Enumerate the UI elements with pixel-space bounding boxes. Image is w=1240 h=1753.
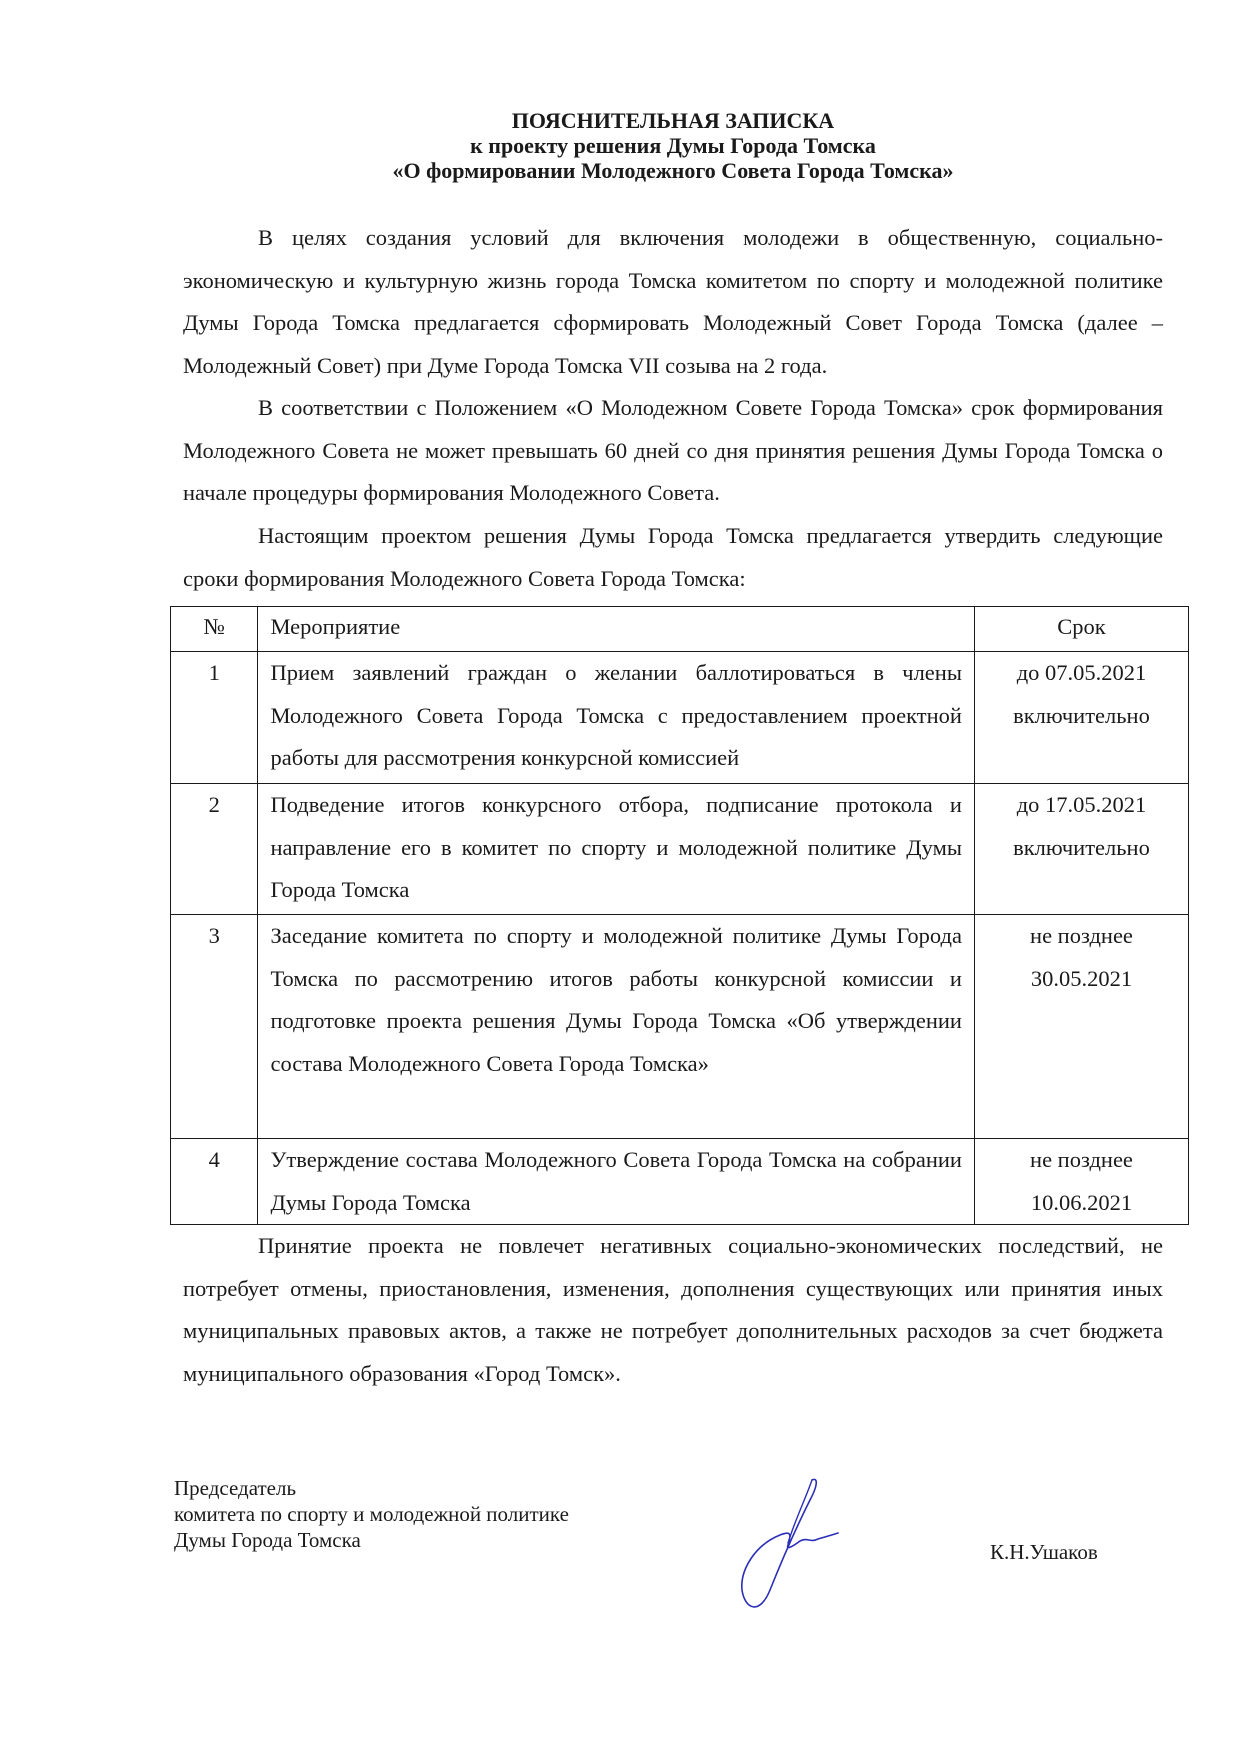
deadline-line-1: до 07.05.2021	[1016, 660, 1147, 685]
position-line-3: Думы Города Томска	[174, 1528, 361, 1552]
deadline-line-1: не позднее	[1030, 1147, 1133, 1172]
row-activity: Прием заявлений граждан о желании баллотироваться в члены Молодежного Совета Города Томска с предоставлением проектной работы для рассмотрения конкурсной комиссией	[258, 652, 975, 784]
table-header-row	[171, 607, 1189, 652]
table-row	[171, 1139, 1189, 1225]
signatory-name: К.Н.Ушаков	[990, 1540, 1098, 1564]
row-deadline	[974, 1139, 1188, 1225]
paragraph-purpose: В целях создания условий для включения молодежи в общественную, социально-экономическую и культурную жизнь города Томска комитетом по спорту и молодежной политике Думы Города Томска предлагается сформировать Молодежный Совет Города Томска (далее – Молодежный Совет) при Думе Города Томска VII созыва на 2 года.	[183, 225, 1163, 378]
paragraph-consequences: Принятие проекта не повлечет негативных социально-экономических последствий, не потребует отмены, приостановления, изменения, дополнения существующих или принятия иных муниципальных правовых актов, а также не потребует дополнительных расходов за счет бюджета муниципального образования «Город Томск».	[183, 1233, 1163, 1386]
document-title: ПОЯСНИТЕЛЬНАЯ ЗАПИСКА	[511, 108, 835, 133]
schedule-table	[170, 606, 1189, 1225]
row-number: 1	[171, 652, 258, 784]
document-title-block	[183, 108, 1163, 183]
row-deadline	[974, 652, 1188, 784]
row-number: 4	[171, 1139, 258, 1225]
table-row	[171, 784, 1189, 915]
handwritten-signature-icon	[700, 1475, 850, 1615]
table-row	[171, 652, 1189, 784]
row-deadline	[974, 915, 1188, 1139]
deadline-line-1: не позднее	[1030, 923, 1133, 948]
deadline-line-2: 10.06.2021	[1030, 1189, 1133, 1215]
header-activity: Мероприятие	[258, 607, 975, 652]
table-row	[171, 915, 1189, 1139]
deadline-line-2: включительно	[1013, 834, 1150, 860]
signatory-position	[174, 1475, 569, 1553]
position-line-1: Председатель	[174, 1476, 297, 1500]
row-number: 3	[171, 915, 258, 1139]
position-line-2: комитета по спорту и молодежной политике	[174, 1502, 569, 1526]
row-number: 2	[171, 784, 258, 915]
paragraph-proposal: Настоящим проектом решения Думы Города Томска предлагается утвердить следующие сроки формирования Молодежного Совета Города Томска:	[183, 523, 1163, 591]
row-activity: Заседание комитета по спорту и молодежной политике Думы Города Томска по рассмотрению итогов работы конкурсной комиссии и подготовке проекта решения Думы Города Томска «Об утверждении состава Молодежного Совета Города Томска»	[258, 915, 975, 1139]
deadline-line-2: 30.05.2021	[1030, 965, 1133, 991]
document-subtitle: к проекту решения Думы Города Томска	[470, 133, 876, 158]
header-number: №	[171, 607, 258, 652]
deadline-line-2: включительно	[1013, 702, 1150, 728]
row-deadline	[974, 784, 1188, 915]
deadline-line-1: до 17.05.2021	[1016, 792, 1147, 817]
paragraph-regulation: В соответствии с Положением «О Молодежном Совете Города Томска» срок формирования Молодежного Совета не может превышать 60 дней со дня принятия решения Думы Города Томска о начале процедуры формирования Молодежного Совета.	[183, 395, 1163, 505]
row-activity: Подведение итогов конкурсного отбора, подписание протокола и направление его в комитет по спорту и молодежной политике Думы Города Томска	[258, 784, 975, 915]
header-deadline: Срок	[974, 607, 1188, 652]
document-subject: «О формировании Молодежного Совета Города Томска»	[392, 158, 954, 183]
row-activity: Утверждение состава Молодежного Совета Города Томска на собрании Думы Города Томска	[258, 1139, 975, 1225]
